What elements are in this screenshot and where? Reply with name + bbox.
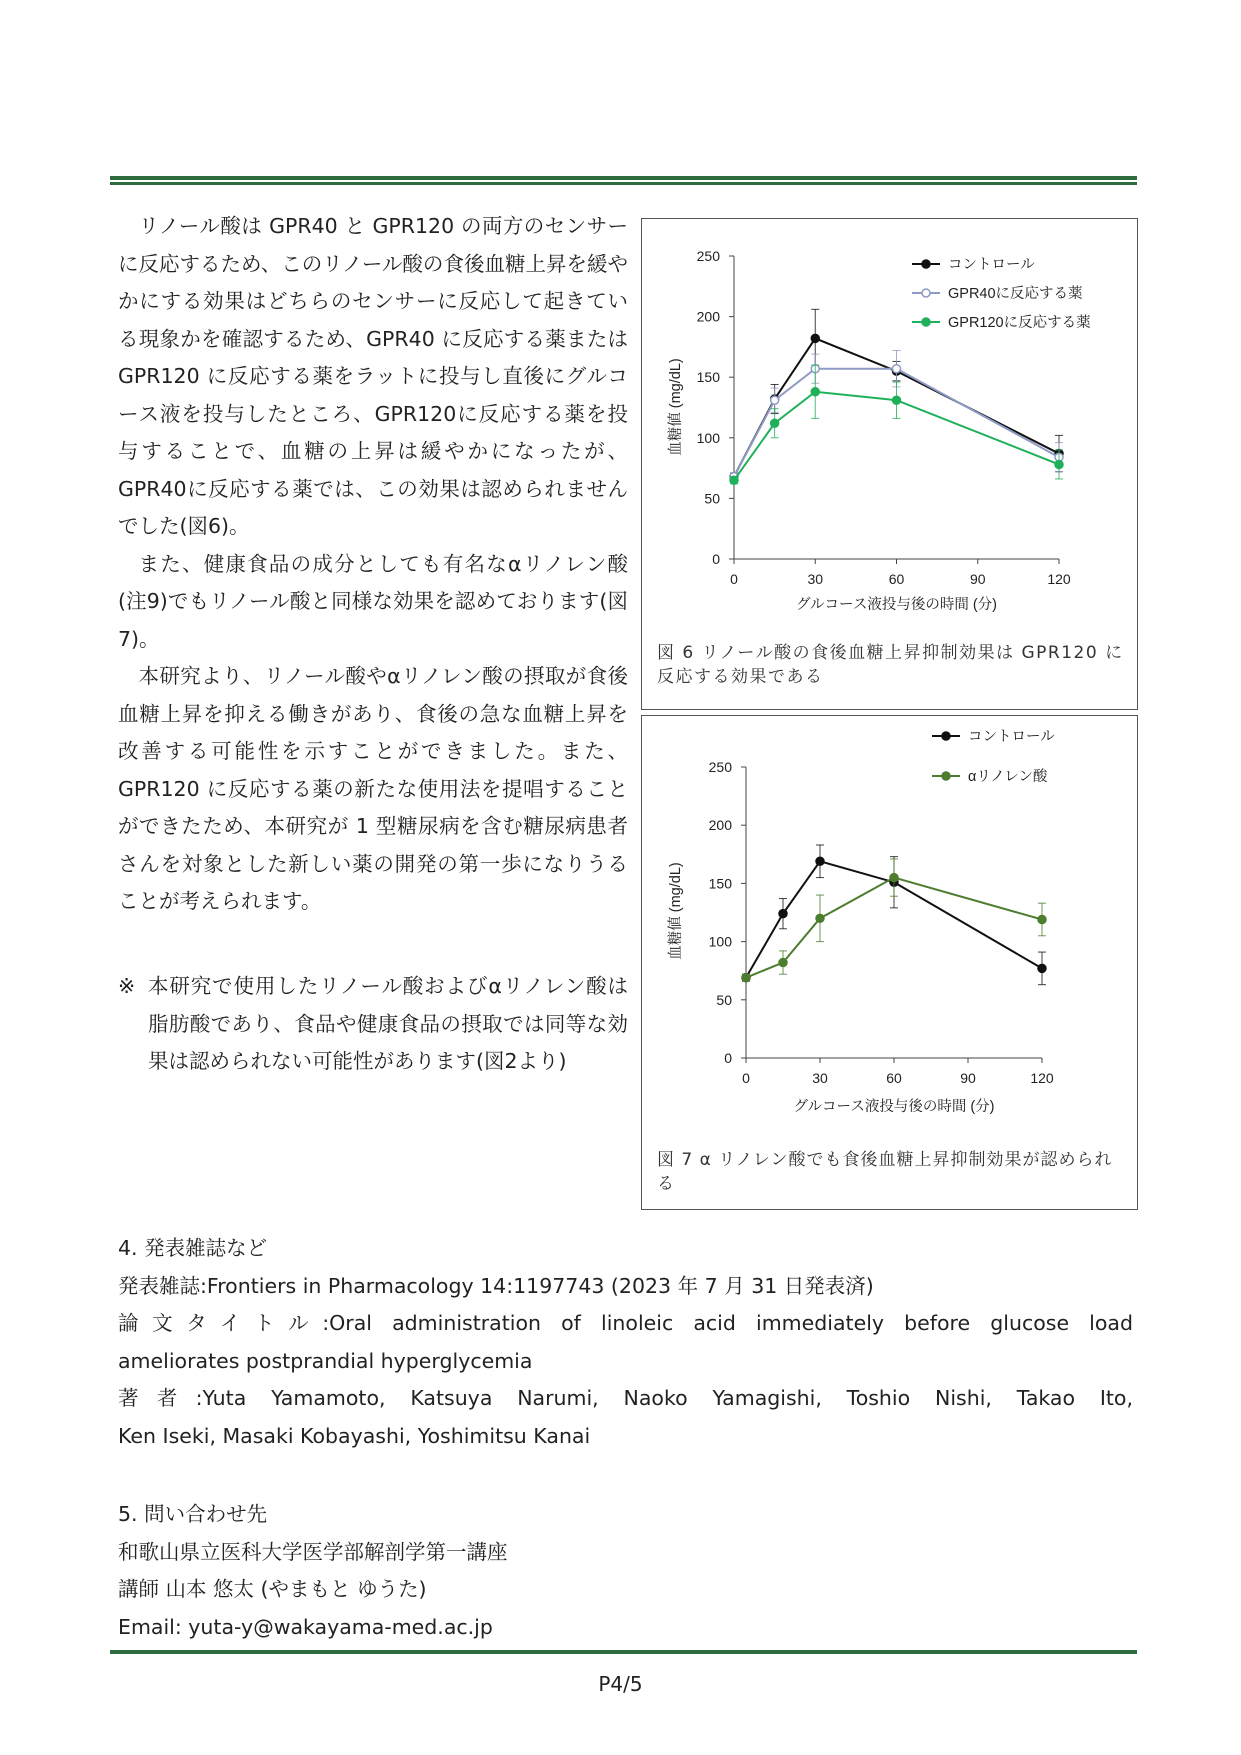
- contact-email[interactable]: Email: yuta-y@wakayama-med.ac.jp: [118, 1614, 493, 1639]
- y-tick-label: 150: [708, 875, 732, 892]
- y-tick-label: 50: [716, 991, 732, 1008]
- y-tick-label: 0: [712, 551, 720, 567]
- legend-marker: [922, 260, 930, 268]
- x-tick-label: 0: [742, 1070, 750, 1086]
- x-tick-label: 60: [888, 571, 905, 587]
- legend-label: αリノレン酸: [968, 769, 1048, 785]
- y-axis-label: 血糖値 (mg/dL): [668, 358, 684, 456]
- paper-title-line-2: ameliorates postprandial hyperglycemia: [118, 1348, 533, 1373]
- figure-7-chart: [642, 716, 1137, 1141]
- x-tick-label: 30: [807, 571, 824, 587]
- y-axis-label: 血糖値 (mg/dL): [668, 862, 684, 960]
- paper-title-line-1: 論文タイトル:Oral administration of linoleic acid immediately before glucose load: [118, 1311, 1133, 1335]
- legend-marker: [922, 289, 930, 297]
- figure-7: [641, 715, 1138, 1210]
- section-publication: [118, 1230, 1133, 1455]
- footer-rule: [110, 1650, 1137, 1654]
- data-point: [1038, 915, 1046, 923]
- data-point: [890, 874, 898, 882]
- legend-marker: [922, 318, 930, 326]
- note-mark: ※: [118, 974, 136, 998]
- y-tick-label: 150: [696, 369, 720, 386]
- note-text: 本研究で使用したリノール酸およびαリノレン酸は脂肪酸であり、食品や健康食品の摂取では同等な効果は認められない可能性があります(図2より): [148, 974, 628, 1073]
- contact-department: 和歌山県立医科大学医学部解剖学第一講座: [118, 1539, 508, 1564]
- x-tick-label: 120: [1030, 1070, 1054, 1086]
- data-point: [771, 419, 779, 427]
- main-body-text: [118, 208, 628, 921]
- x-tick-label: 120: [1047, 571, 1071, 587]
- journal-line: 発表雑誌:Frontiers in Pharmacology 14:1197743 (2023 年 7 月 31 日発表済): [118, 1273, 874, 1298]
- figure-6-chart: [642, 219, 1137, 634]
- legend-label: GPR120に反応する薬: [948, 315, 1091, 331]
- data-point: [811, 334, 819, 342]
- authors-line-1: 著者:Yuta Yamamoto, Katsuya Narumi, Naoko Yamagishi, Toshio Nishi, Takao Ito,: [118, 1386, 1133, 1410]
- legend-marker: [942, 732, 950, 740]
- data-point: [893, 365, 901, 373]
- data-point: [1055, 460, 1063, 468]
- y-tick-label: 200: [696, 308, 720, 325]
- data-point: [893, 396, 901, 404]
- figure-6: [641, 218, 1138, 710]
- data-point: [730, 476, 738, 484]
- legend-marker: [942, 772, 950, 780]
- y-tick-label: 0: [724, 1050, 732, 1066]
- paragraph-gpr-comparison: リノール酸は GPR40 と GPR120 の両方のセンサーに反応するため、このリノール酸の食後血糖上昇を緩やかにする効果はどちらのセンサーに反応して起きている現象かを確認するため、GPR40 に反応する薬または GPR120 に反応する薬をラットに投与し直後にグルコース液を投与したところ、GPR120に反応する薬を投与することで、血糖の上昇は緩やかになったが、GPR40に反応する薬では、この効果は認められませんでした(図6)。: [118, 214, 628, 538]
- y-tick-label: 100: [696, 429, 720, 446]
- x-tick-label: 60: [886, 1070, 902, 1086]
- section-5-heading: 5. 問い合わせ先: [118, 1502, 268, 1526]
- authors-line-2: Ken Iseki, Masaki Kobayashi, Yoshimitsu Kanai: [118, 1423, 591, 1448]
- page-number: P4/5: [598, 1672, 643, 1696]
- figure-6-caption: 図 6 リノール酸の食後血糖上昇抑制効果は GPR120 に反応する効果である: [657, 643, 1124, 687]
- legend-label: コントロール: [968, 729, 1055, 745]
- data-point: [771, 396, 779, 404]
- legend-label: GPR40に反応する薬: [948, 286, 1083, 302]
- data-point: [811, 388, 819, 396]
- legend-label: コントロール: [948, 257, 1035, 273]
- header-rule: [110, 176, 1137, 185]
- x-tick-label: 90: [969, 571, 986, 587]
- data-point: [779, 910, 787, 918]
- x-axis-label: グルコース液投与後の時間 (分): [795, 597, 998, 613]
- x-axis-label: グルコース液投与後の時間 (分): [793, 1099, 995, 1115]
- x-tick-label: 90: [960, 1070, 976, 1086]
- y-tick-label: 100: [708, 933, 732, 950]
- data-point: [816, 857, 824, 865]
- x-tick-label: 30: [812, 1070, 828, 1086]
- y-tick-label: 250: [696, 248, 720, 264]
- data-point: [816, 914, 824, 922]
- footnote: [118, 968, 628, 1081]
- figure-7-caption: 図 7 α リノレン酸でも食後血糖上昇抑制効果が認められる: [657, 1150, 1113, 1194]
- paragraph-alpha-linolenic: また、健康食品の成分としても有名なαリノレン酸(注9)でもリノール酸と同様な効果を認めております(図7)。: [118, 551, 628, 651]
- section-contact: [118, 1496, 1133, 1646]
- x-tick-label: 0: [730, 571, 738, 587]
- data-point: [779, 959, 787, 967]
- y-tick-label: 200: [708, 817, 732, 834]
- y-tick-label: 50: [704, 490, 720, 507]
- data-point: [1038, 964, 1046, 972]
- section-4-heading: 4. 発表雑誌など: [118, 1236, 268, 1260]
- paragraph-conclusion: 本研究より、リノール酸やαリノレン酸の摂取が食後血糖上昇を抑える働きがあり、食後の急な血糖上昇を改善する可能性を示すことができました。また、GPR120 に反応する薬の新たな使用法を提唱することができたため、本研究が 1 型糖尿病を含む糖尿病患者さんを対象とした新しい薬の開発の第一歩になりうることが考えられます。: [118, 664, 628, 913]
- y-tick-label: 250: [708, 759, 732, 775]
- data-point: [742, 974, 750, 982]
- contact-name: 講師 山本 悠太 (やまもと ゆうた): [118, 1577, 427, 1601]
